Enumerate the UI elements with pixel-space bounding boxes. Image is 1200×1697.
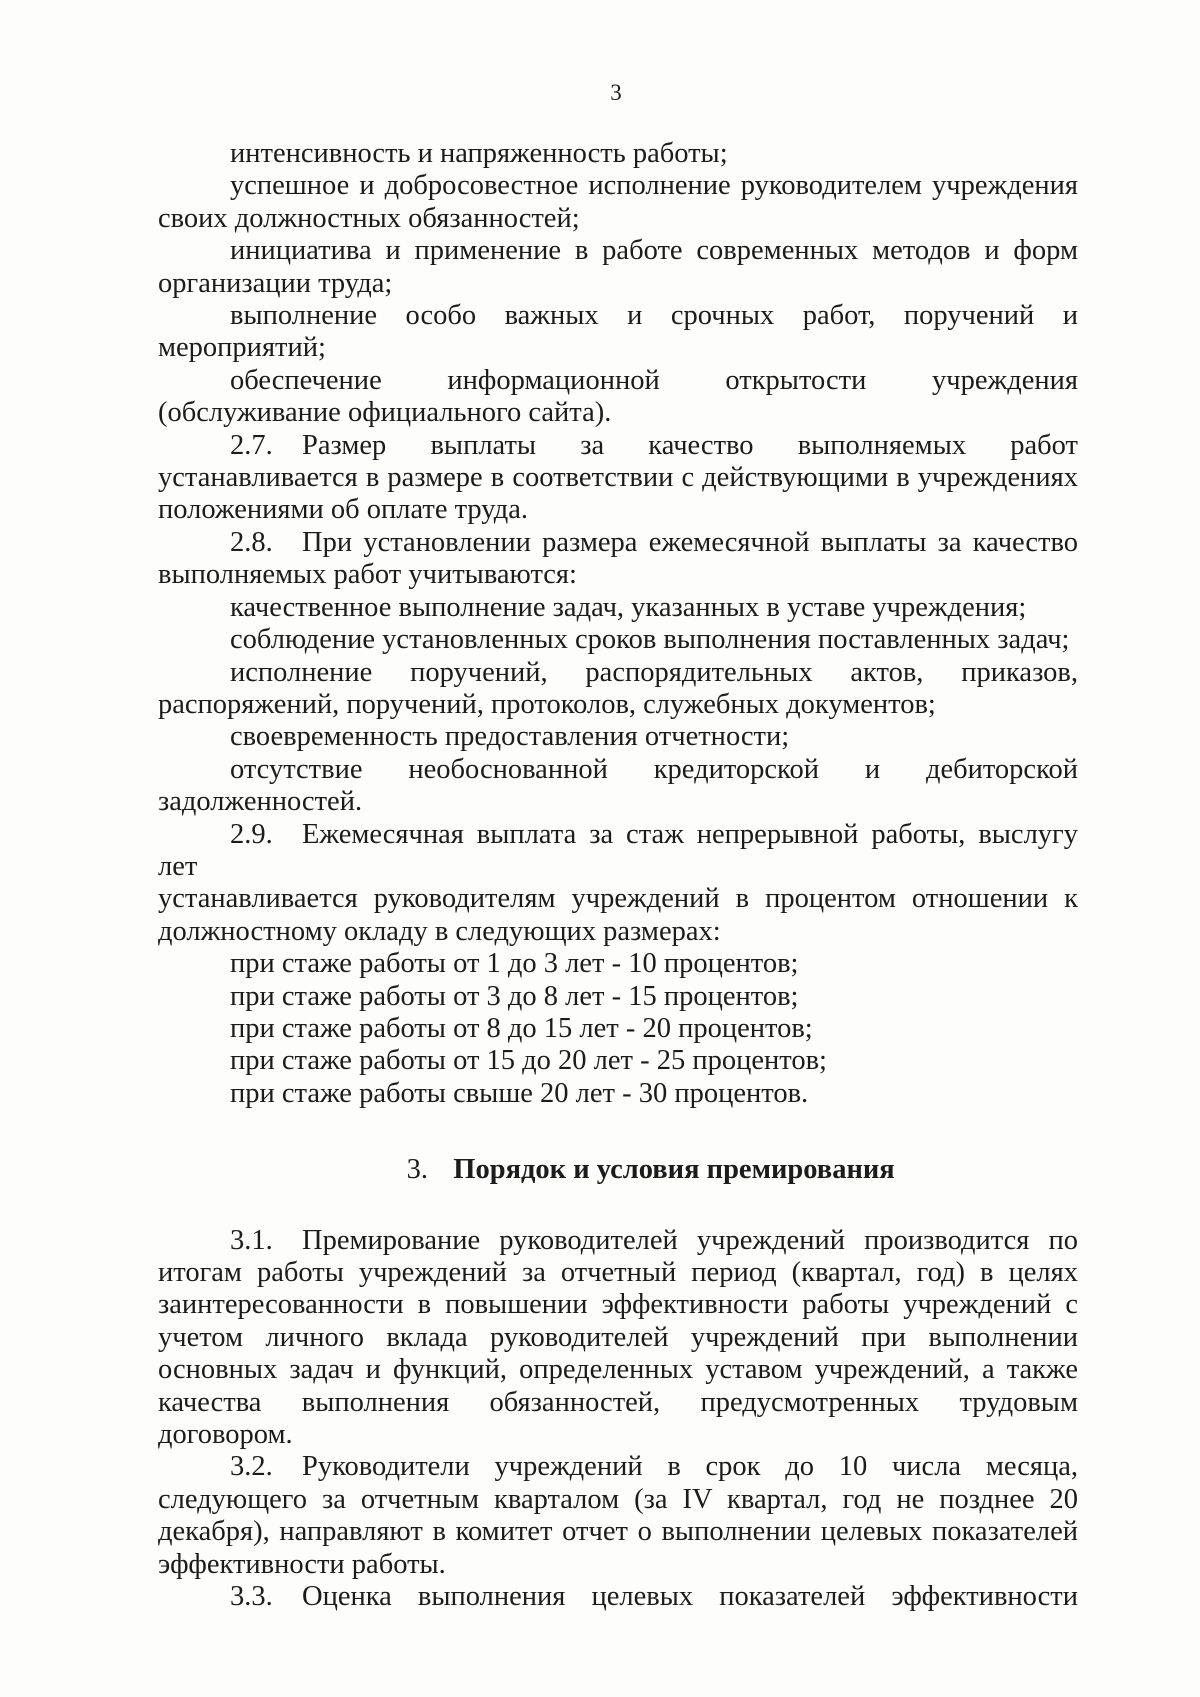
clause-3-1-line: заинтересованности в повышении эффективности работы учреждений с xyxy=(158,1289,1078,1321)
criterion-line: организации труда; xyxy=(158,267,393,299)
criterion-line: выполнение особо важных и срочных работ, поручений и xyxy=(230,300,1078,332)
clause-3-3-line: 3.3. Оценка выполнения целевых показателей эффективности xyxy=(230,1581,1078,1613)
clause-2-9-line: устанавливается руководителям учреждений в процентом отношении к xyxy=(158,883,1078,915)
list-item: качественное выполнение задач, указанных в уставе учреждения; xyxy=(230,591,1027,623)
clause-2-7-line: устанавливается в размере в соответствии с действующими в учреждениях xyxy=(158,462,1078,494)
clause-2-7-line: положениями об оплате труда. xyxy=(158,494,529,526)
criterion-line: интенсивность и напряженность работы; xyxy=(230,138,728,169)
clause-2-7-line: 2.7. Размер выплаты за качество выполняемых работ xyxy=(230,429,1078,461)
criterion-line: инициатива и применение в работе современных методов и форм xyxy=(230,235,1078,267)
clause-number: 3.1. xyxy=(230,1224,273,1256)
clause-number: 2.8. xyxy=(230,526,273,558)
clause-number: 2.9. xyxy=(230,818,273,850)
clause-number: 2.7. xyxy=(230,429,273,461)
section-number: 3. xyxy=(406,1154,428,1186)
section-heading xyxy=(158,1154,1078,1186)
criterion-line: своих должностных обязанностей; xyxy=(158,202,580,234)
seniority-tier: при стаже работы от 1 до 3 лет - 10 процентов; xyxy=(230,948,799,980)
criterion-line: успешное и добросовестное исполнение руководителем учреждения xyxy=(230,170,1078,202)
seniority-tier: при стаже работы от 8 до 15 лет - 20 процентов; xyxy=(230,1012,813,1044)
clause-number: 3.3. xyxy=(230,1581,273,1613)
clause-3-1-line: учетом личного вклада руководителей учреждений при выполнении xyxy=(158,1321,1078,1353)
clause-3-1-line: качества выполнения обязанностей, предусмотренных трудовым xyxy=(158,1386,1078,1418)
seniority-tier: при стаже работы от 15 до 20 лет - 25 процентов; xyxy=(230,1045,827,1077)
seniority-tier: при стаже работы от 3 до 8 лет - 15 процентов; xyxy=(230,980,799,1012)
clause-3-1-line: итогам работы учреждений за отчетный период (квартал, год) в целях xyxy=(158,1257,1078,1288)
section-title: Порядок и условия премирования xyxy=(453,1154,895,1186)
page-number: 3 xyxy=(610,80,622,105)
clause-2-8-line: 2.8. При установлении размера ежемесячной выплаты за качество xyxy=(230,526,1078,558)
clause-3-2-line: следующего за отчетным кварталом (за IV квартал, год не позднее 20 xyxy=(158,1483,1078,1515)
clause-3-2-line: эффективности работы. xyxy=(158,1548,446,1580)
document-body xyxy=(158,138,1078,1613)
clause-2-9-line: должностному окладу в следующих размерах: xyxy=(158,915,721,947)
clause-3-1-line: основных задач и функций, определенных уставом учреждений, а также xyxy=(158,1354,1078,1386)
criterion-line: (обслуживание официального сайта). xyxy=(158,397,612,429)
clause-3-2-line: 3.2. Руководители учреждений в срок до 10 числа месяца, xyxy=(230,1451,1078,1483)
list-item: распоряжений, поручений, протоколов, служебных документов; xyxy=(158,688,936,720)
seniority-tier: при стаже работы свыше 20 лет - 30 процентов. xyxy=(230,1077,809,1109)
clause-3-2-line: декабря), направляют в комитет отчет о выполнении целевых показателей xyxy=(158,1516,1078,1548)
criterion-line: обеспечение информационной открытости учреждения xyxy=(230,364,1078,396)
clause-2-8-line: выполняемых работ учитываются: xyxy=(158,559,577,591)
clause-number: 3.2. xyxy=(230,1451,273,1483)
list-item: своевременность предоставления отчетности; xyxy=(230,721,790,753)
criterion-line: мероприятий; xyxy=(158,332,326,364)
clause-2-9-line: 2.9. Ежемесячная выплата за стаж непрерывной работы, выслугу лет xyxy=(158,818,1078,882)
clause-3-1-line: 3.1. Премирование руководителей учреждений производится по xyxy=(230,1224,1078,1256)
list-item: отсутствие необоснованной кредиторской и дебиторской xyxy=(230,753,1078,785)
clause-3-1-line: договором. xyxy=(158,1419,293,1451)
list-item: задолженностей. xyxy=(158,786,363,818)
list-item: соблюдение установленных сроков выполнения поставленных задач; xyxy=(230,624,1070,656)
list-item: исполнение поручений, распорядительных актов, приказов, xyxy=(230,656,1078,688)
